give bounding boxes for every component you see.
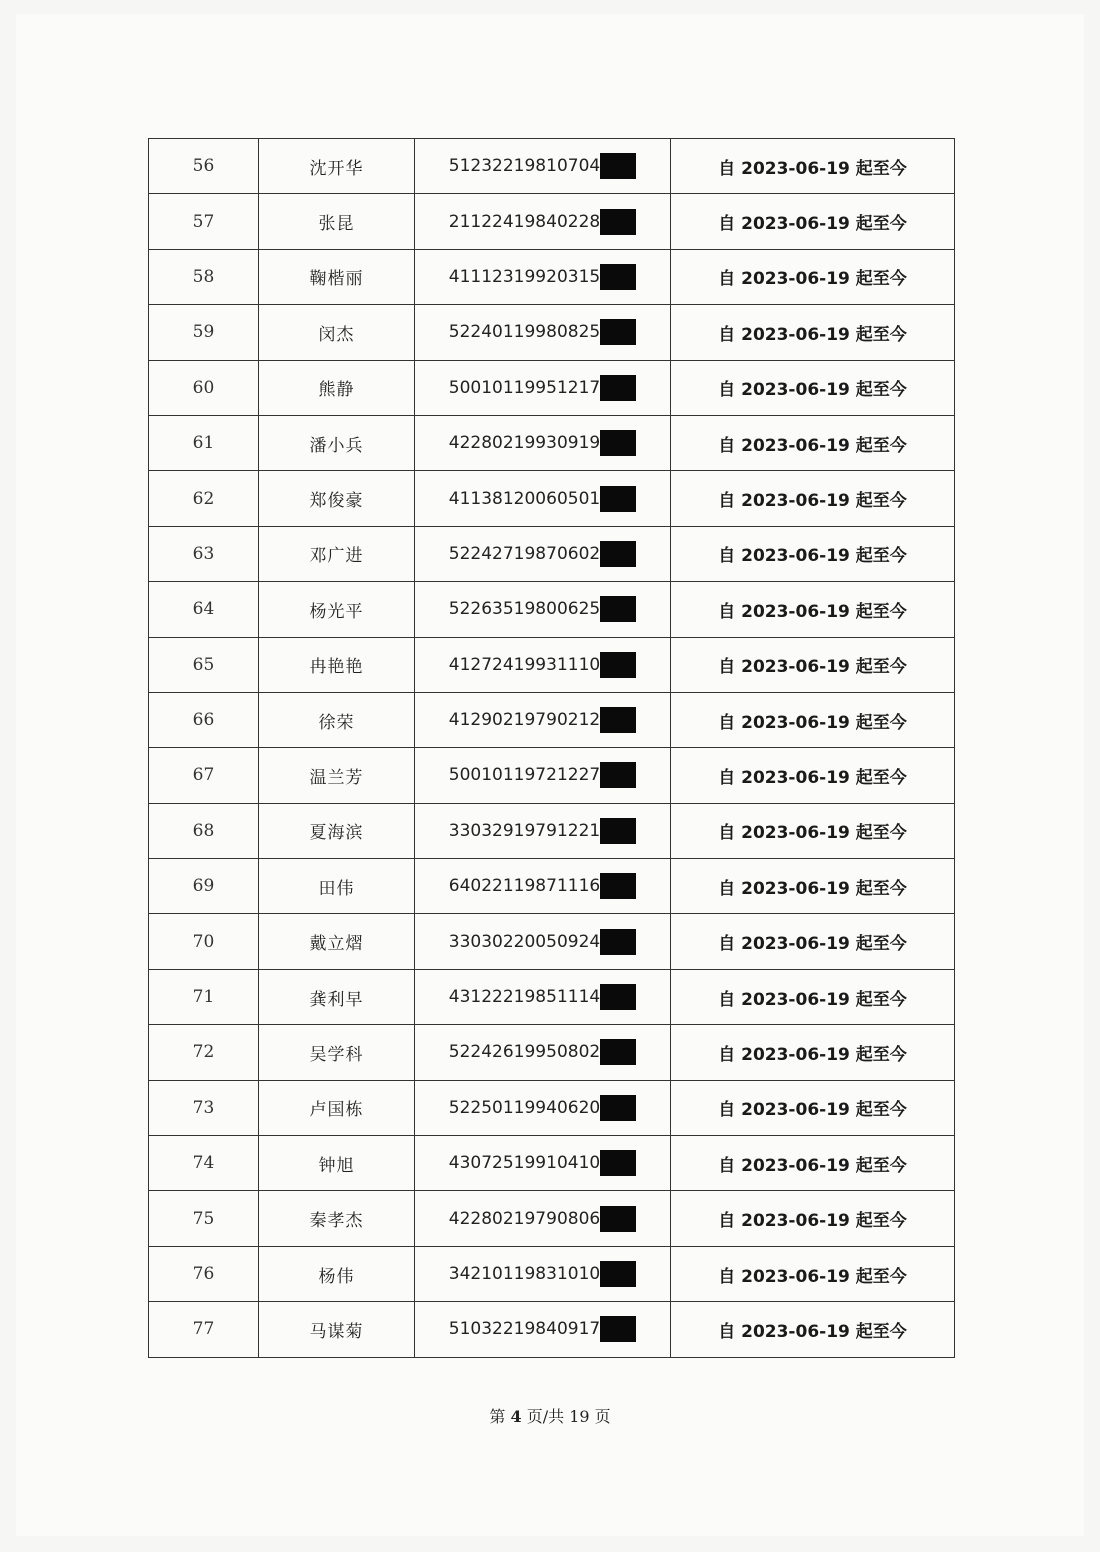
table-row [149,360,955,415]
person-name: 熊静 [259,360,415,415]
person-name: 马谋菊 [259,1302,415,1357]
row-number: 71 [149,969,259,1024]
row-number: 64 [149,582,259,637]
redaction-block [600,873,636,899]
id-number-visible: 52240119980825 [448,322,601,343]
page-footer [0,1404,1100,1427]
row-number: 60 [149,360,259,415]
id-number-cell [415,360,671,415]
person-name: 冉艳艳 [259,637,415,692]
person-name: 吴学科 [259,1025,415,1080]
id-number-cell [415,415,671,470]
table-row [149,859,955,914]
id-number-visible: 50010119721227 [448,765,601,786]
table-row [149,1080,955,1135]
id-number-cell [415,692,671,747]
effective-period: 自 2023-06-19 起至今 [671,803,955,858]
table-row [149,1191,955,1246]
table-row [149,1302,955,1357]
id-number-visible: 33032919791221 [448,820,601,841]
id-number-visible: 52242719870602 [448,543,601,564]
id-number-cell [415,471,671,526]
table-row [149,1136,955,1191]
person-name: 潘小兵 [259,415,415,470]
redaction-block [600,486,636,512]
id-number-cell [415,748,671,803]
footer-suffix: 页 [594,1407,611,1426]
redaction-block [600,596,636,622]
redaction-block [600,652,636,678]
table-row [149,194,955,249]
id-number-visible: 52242619950802 [448,1042,601,1063]
redaction-block [600,762,636,788]
id-number-visible: 64022119871116 [448,876,601,897]
effective-period: 自 2023-06-19 起至今 [671,637,955,692]
row-number: 59 [149,305,259,360]
effective-period: 自 2023-06-19 起至今 [671,1246,955,1301]
effective-period: 自 2023-06-19 起至今 [671,1302,955,1357]
id-number-cell [415,1080,671,1135]
id-number-visible: 41138120060501 [448,488,601,509]
person-name: 邓广进 [259,526,415,581]
person-name: 秦孝杰 [259,1191,415,1246]
effective-period: 自 2023-06-19 起至今 [671,194,955,249]
row-number: 58 [149,249,259,304]
effective-period: 自 2023-06-19 起至今 [671,582,955,637]
effective-period: 自 2023-06-19 起至今 [671,415,955,470]
effective-period: 自 2023-06-19 起至今 [671,914,955,969]
id-number-cell [415,1025,671,1080]
total-page-count: 19 [569,1407,590,1426]
id-number-cell [415,526,671,581]
effective-period: 自 2023-06-19 起至今 [671,1191,955,1246]
id-number-cell [415,914,671,969]
table-row [149,803,955,858]
effective-period: 自 2023-06-19 起至今 [671,139,955,194]
person-name: 鞠楷丽 [259,249,415,304]
person-name: 龚利早 [259,969,415,1024]
effective-period: 自 2023-06-19 起至今 [671,692,955,747]
person-name: 杨伟 [259,1246,415,1301]
id-number-visible: 41272419931110 [448,654,601,675]
table-row [149,1025,955,1080]
person-name: 徐荣 [259,692,415,747]
effective-period: 自 2023-06-19 起至今 [671,360,955,415]
table-body [149,139,955,1358]
row-number: 61 [149,415,259,470]
row-number: 70 [149,914,259,969]
effective-period: 自 2023-06-19 起至今 [671,1080,955,1135]
row-number: 76 [149,1246,259,1301]
id-number-visible: 43122219851114 [448,987,601,1008]
table-row [149,1246,955,1301]
person-name: 卢国栋 [259,1080,415,1135]
table-row [149,692,955,747]
table-row [149,582,955,637]
redaction-block [600,153,636,179]
id-number-visible: 21122419840228 [448,211,601,232]
row-number: 63 [149,526,259,581]
effective-period: 自 2023-06-19 起至今 [671,969,955,1024]
id-number-visible: 42280219930919 [448,433,601,454]
id-number-visible: 52263519800625 [448,599,601,620]
id-number-cell [415,969,671,1024]
person-name: 闵杰 [259,305,415,360]
person-name: 杨光平 [259,582,415,637]
id-number-visible: 51032219840917 [448,1319,601,1340]
redaction-block [600,707,636,733]
footer-prefix: 第 [489,1407,506,1426]
row-number: 65 [149,637,259,692]
redaction-block [600,375,636,401]
row-number: 66 [149,692,259,747]
effective-period: 自 2023-06-19 起至今 [671,471,955,526]
redaction-block [600,1261,636,1287]
redaction-block [600,1150,636,1176]
id-number-visible: 41290219790212 [448,710,601,731]
table-row [149,139,955,194]
row-number: 73 [149,1080,259,1135]
row-number: 72 [149,1025,259,1080]
id-number-cell [415,1302,671,1357]
redaction-block [600,209,636,235]
id-number-cell [415,859,671,914]
redaction-block [600,1206,636,1232]
person-name: 张昆 [259,194,415,249]
person-name: 钟旭 [259,1136,415,1191]
id-number-cell [415,1136,671,1191]
effective-period: 自 2023-06-19 起至今 [671,1025,955,1080]
table-row [149,969,955,1024]
person-name: 沈开华 [259,139,415,194]
redaction-block [600,1095,636,1121]
footer-middle: 页/共 [526,1407,565,1426]
current-page-number: 4 [510,1407,522,1426]
table-row [149,471,955,526]
effective-period: 自 2023-06-19 起至今 [671,305,955,360]
id-number-visible: 50010119951217 [448,377,601,398]
id-number-visible: 42280219790806 [448,1208,601,1229]
table-row [149,305,955,360]
table-row [149,526,955,581]
row-number: 75 [149,1191,259,1246]
redaction-block [600,929,636,955]
effective-period: 自 2023-06-19 起至今 [671,249,955,304]
id-number-visible: 52250119940620 [448,1097,601,1118]
effective-period: 自 2023-06-19 起至今 [671,526,955,581]
id-number-cell [415,803,671,858]
person-name: 郑俊豪 [259,471,415,526]
id-number-cell [415,582,671,637]
person-name: 田伟 [259,859,415,914]
row-number: 74 [149,1136,259,1191]
table-row [149,415,955,470]
personnel-table [148,138,955,1358]
person-name: 温兰芳 [259,748,415,803]
effective-period: 自 2023-06-19 起至今 [671,748,955,803]
id-number-cell [415,249,671,304]
id-number-cell [415,139,671,194]
person-name: 夏海滨 [259,803,415,858]
redaction-block [600,1039,636,1065]
id-number-visible: 41112319920315 [448,266,601,287]
redaction-block [600,1316,636,1342]
effective-period: 自 2023-06-19 起至今 [671,1136,955,1191]
redaction-block [600,984,636,1010]
redaction-block [600,264,636,290]
redaction-block [600,430,636,456]
row-number: 69 [149,859,259,914]
redaction-block [600,818,636,844]
table-row [149,914,955,969]
row-number: 77 [149,1302,259,1357]
table-row [149,249,955,304]
id-number-cell [415,637,671,692]
row-number: 57 [149,194,259,249]
id-number-cell [415,1191,671,1246]
id-number-cell [415,1246,671,1301]
row-number: 62 [149,471,259,526]
row-number: 67 [149,748,259,803]
redaction-block [600,319,636,345]
id-number-visible: 33030220050924 [448,931,601,952]
id-number-visible: 34210119831010 [448,1264,601,1284]
id-number-visible: 43072519910410 [448,1153,601,1174]
id-number-visible: 51232219810704 [448,156,601,177]
table-row [149,637,955,692]
effective-period: 自 2023-06-19 起至今 [671,859,955,914]
redaction-block [600,541,636,567]
id-number-cell [415,305,671,360]
row-number: 68 [149,803,259,858]
row-number: 56 [149,139,259,194]
table-row [149,748,955,803]
id-number-cell [415,194,671,249]
person-name: 戴立熠 [259,914,415,969]
